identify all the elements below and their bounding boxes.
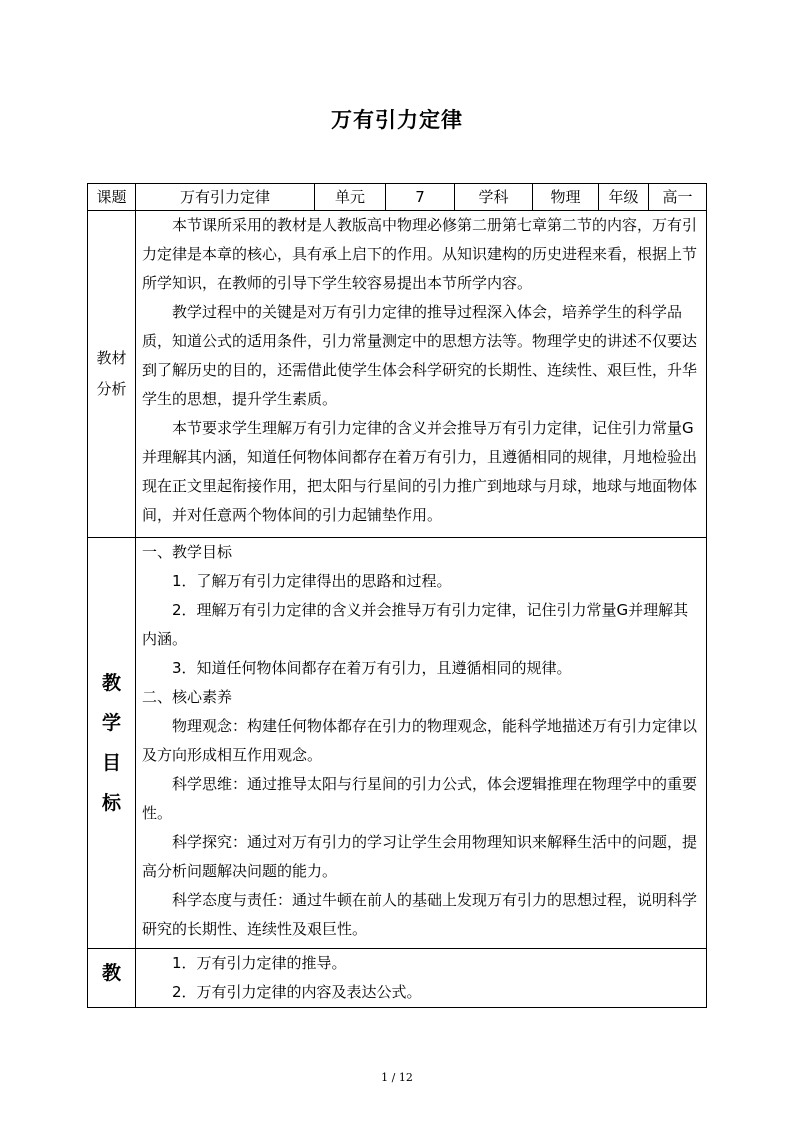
subject-value: 物理	[533, 184, 599, 211]
lesson-plan-table	[87, 183, 707, 1008]
analysis-label-line1: 教材	[96, 349, 127, 367]
literacy-item: 科学思维：通过推导太阳与行星间的引力公式，体会逻辑推理在物理学中的重要性。	[142, 775, 698, 822]
analysis-paragraph: 教学过程中的关键是对万有引力定律的推导过程深入体会，培养学生的科学品质，知道公式的适用条件，引力常量测定中的思想方法等。物理学史的讲述不仅要达到了解历史的目的，还需借此使学生体会科学研究的长期性、连续性、艰巨性，升华学生的思想，提升学生素质。	[142, 303, 698, 408]
analysis-label-line2: 分析	[96, 380, 127, 398]
topic-label: 课题	[88, 184, 136, 211]
analysis-paragraph: 本节要求学生理解万有引力定律的含义并会推导万有引力定律，记住引力常量G并理解其内涵，知道任何物体间都存在着万有引力，且遵循相同的规律，月地检验出现在正文里起衔接作用，把太阳与行星间的引力推广到地球与月球，地球与地面物体间，并对任意两个物体间的引力起铺垫作用。	[142, 419, 698, 524]
key-point-item: 1．万有引力定律的推导。	[172, 954, 347, 972]
goals-label-char: 学	[101, 712, 121, 734]
literacy-item: 科学探究：通过对万有引力的学习让学生会用物理知识来解释生活中的问题，提高分析问题解决问题的能力。	[142, 833, 698, 880]
goal-item: 3．知道任何物体间都存在着万有引力，且遵循相同的规律。	[172, 659, 572, 677]
unit-value: 7	[386, 184, 455, 211]
key-points-content	[136, 949, 707, 1008]
document-title: 万有引力定律	[331, 108, 463, 132]
goals-label	[88, 538, 136, 949]
goals-label-char: 目	[101, 752, 121, 774]
page-number: 1 / 12	[381, 1071, 413, 1084]
goals-row	[88, 538, 707, 949]
subject-label: 学科	[455, 184, 533, 211]
goal-item: 2．理解万有引力定律的含义并会推导万有引力定律，记住引力常量G并理解其内涵。	[142, 601, 689, 648]
unit-label: 单元	[315, 184, 386, 211]
topic-value: 万有引力定律	[136, 184, 315, 211]
goals-label-char: 标	[101, 792, 121, 814]
grade-label: 年级	[599, 184, 649, 211]
literacy-item: 物理观念：构建任何物体都存在引力的物理观念，能科学地描述万有引力定律以及方向形成相互作用观念。	[142, 717, 698, 764]
header-row	[88, 184, 707, 211]
analysis-row	[88, 211, 707, 538]
key-point-item: 2．万有引力定律的内容及表达公式。	[172, 983, 422, 1001]
key-points-label: 教	[88, 949, 136, 1008]
literacy-heading: 二、核心素养	[142, 688, 233, 706]
analysis-content	[136, 211, 707, 538]
goals-heading: 一、教学目标	[142, 543, 233, 561]
literacy-item: 科学态度与责任：通过牛顿在前人的基础上发现万有引力的思想过程，说明科学研究的长期性、连续性及艰巨性。	[142, 891, 698, 938]
analysis-paragraph: 本节课所采用的教材是人教版高中物理必修第二册第七章第二节的内容，万有引力定律是本章的核心，具有承上启下的作用。从知识建构的历史进程来看，根据上节所学知识，在教师的引导下学生较容易提出本节所学内容。	[142, 216, 698, 292]
goal-item: 1．了解万有引力定律得出的思路和过程。	[172, 572, 452, 590]
goals-content	[136, 538, 707, 949]
grade-value: 高一	[649, 184, 707, 211]
analysis-label	[88, 211, 136, 538]
goals-label-char: 教	[101, 672, 121, 694]
key-points-row	[88, 949, 707, 1008]
